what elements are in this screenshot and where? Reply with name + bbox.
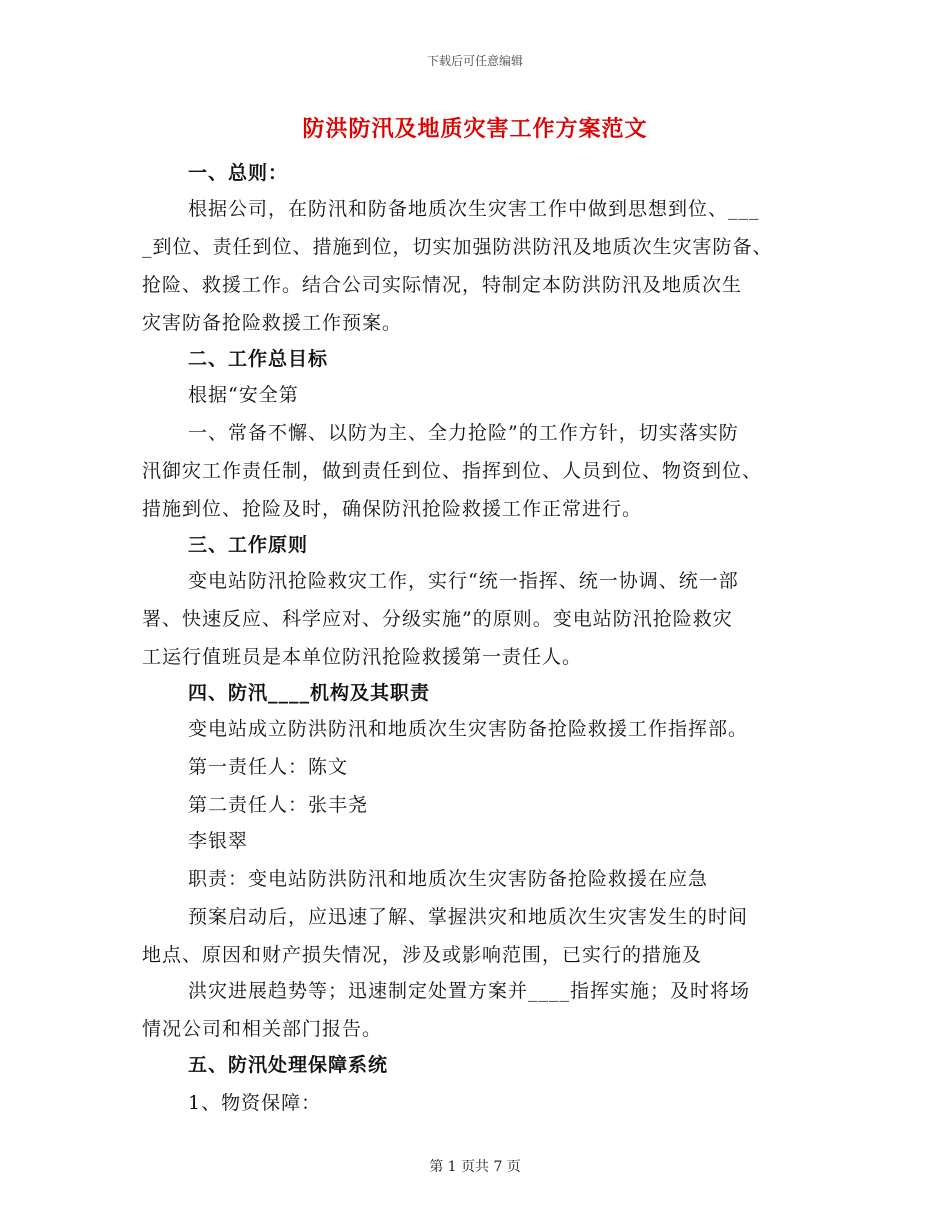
paragraph-line: 一、常备不懈、以防为主、全力抢险”的工作方针，切实落实防 bbox=[188, 422, 739, 444]
document-title: 防洪防汛及地质灾害工作方案范文 bbox=[302, 116, 648, 142]
header-note: 下载后可任意编辑 bbox=[426, 54, 523, 68]
paragraph-line: 变电站成立防洪防汛和地质次生灾害防备抢险救援工作指挥部。 bbox=[188, 718, 749, 740]
paragraph-line: 1、物资保障： bbox=[188, 1092, 322, 1114]
heading-principle: 三、工作原则 bbox=[188, 534, 309, 556]
paragraph-line: 根据“安全第 bbox=[188, 384, 299, 406]
paragraph-line: 预案启动后，应迅速了解、掌握洪灾和地质次生灾害发生的时间 bbox=[188, 906, 749, 928]
heading-support-system: 五、防汛处理保障系统 bbox=[188, 1054, 389, 1076]
paragraph-line: 根据公司，在防汛和防备地质次生灾害工作中做到思想到位、___ bbox=[188, 198, 760, 220]
paragraph-line: 第二责任人：张丰尧 bbox=[188, 794, 369, 816]
paragraph-line: 情况公司和相关部门报告。 bbox=[142, 1018, 383, 1040]
paragraph-line: 地点、原因和财产损失情况，涉及或影响范围，已实行的措施及 bbox=[142, 944, 703, 966]
paragraph-line: 洪灾进展趋势等；迅速制定处置方案并____指挥实施；及时将场 bbox=[188, 980, 751, 1002]
paragraph-line: 署、快速反应、科学应对、分级实施”的原则。变电站防汛抢险救灾 bbox=[142, 608, 733, 630]
paragraph-line: 灾害防备抢险救援工作预案。 bbox=[142, 312, 403, 334]
paragraph-line: 李银翠 bbox=[188, 830, 249, 852]
paragraph-line: _到位、责任到位、措施到位，切实加强防洪防汛及地质次生灾害防备、 bbox=[142, 236, 773, 258]
paragraph-line: 第一责任人：陈文 bbox=[188, 756, 349, 778]
paragraph-line: 工运行值班员是本单位防汛抢险救援第一责任人。 bbox=[142, 646, 583, 668]
paragraph-line: 职责：变电站防洪防汛和地质次生灾害防备抢险救援在应急 bbox=[188, 868, 709, 890]
paragraph-line: 抢险、救援工作。结合公司实际情况，特制定本防洪防汛及地质次生 bbox=[142, 274, 743, 296]
paragraph-line: 变电站防汛抢险救灾工作，实行“统一指挥、统一协调、统一部 bbox=[188, 570, 739, 592]
heading-general: 一、总则： bbox=[188, 162, 289, 184]
heading-organization: 四、防汛____机构及其职责 bbox=[188, 682, 431, 704]
page-number-footer: 第 1 页共 7 页 bbox=[429, 1159, 521, 1175]
paragraph-line: 汛御灾工作责任制，做到责任到位、指挥到位、人员到位、物资到位、 bbox=[142, 460, 763, 482]
paragraph-line: 措施到位、抢险及时，确保防汛抢险救援工作正常进行。 bbox=[142, 498, 643, 520]
heading-goal: 二、工作总目标 bbox=[188, 348, 329, 370]
